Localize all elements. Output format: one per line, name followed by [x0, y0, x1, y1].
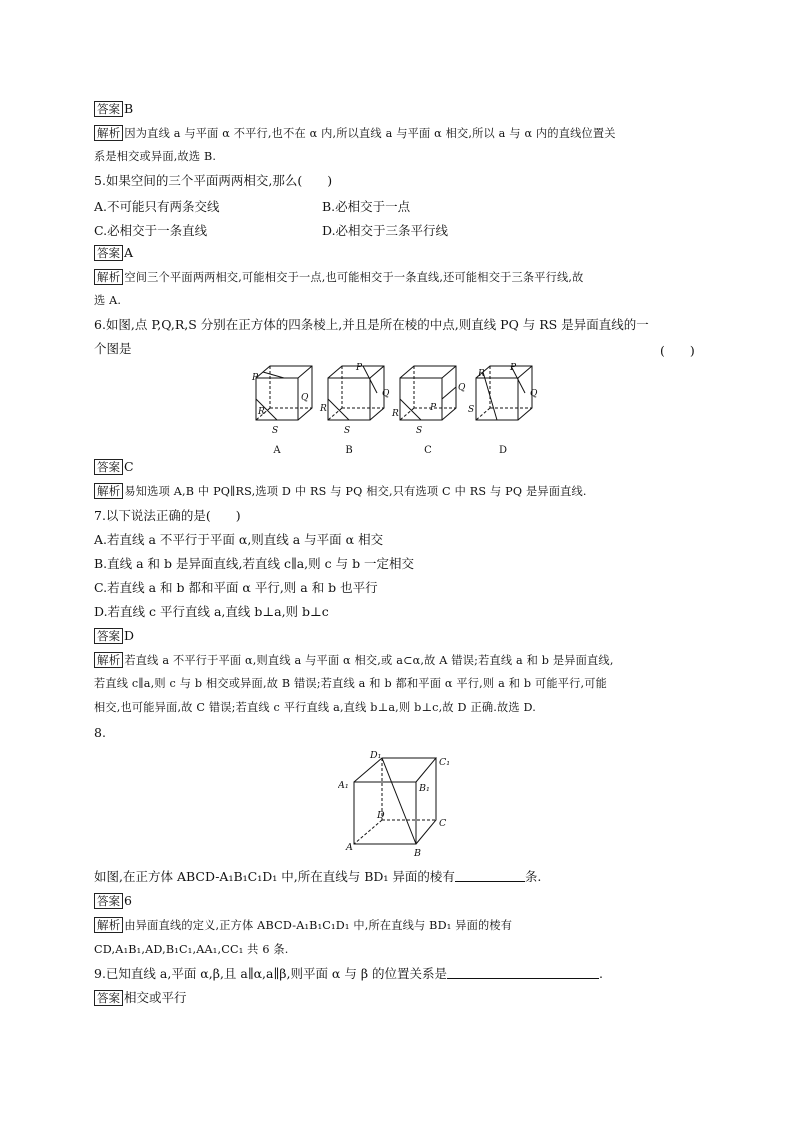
q6-stem-line-1: 6.如图,点 P,Q,R,S 分别在正方体的四条棱上,并且是所在棱的中点,则直线 PQ 与 RS 是异面直线的一 — [94, 317, 649, 332]
cube-a-label-q: Q — [301, 393, 309, 403]
q8-number: 8. — [94, 725, 106, 740]
q5-answer-line: 答案 A — [94, 245, 133, 261]
vertex-label-a: A — [346, 842, 353, 853]
q5-option-b: B.必相交于一点 — [322, 199, 411, 214]
q8-answer-line: 答案 6 — [94, 893, 132, 909]
cube-c — [400, 366, 456, 420]
cube-c-label-s: S — [416, 426, 423, 436]
q5-stem: 5.如果空间的三个平面两两相交,那么( ) — [94, 173, 333, 188]
q8-fill-blank[interactable] — [455, 869, 525, 882]
cube-b-label-p: P — [356, 363, 363, 373]
q4-answer: B — [124, 101, 134, 116]
answer-tag: 答案 — [94, 990, 123, 1006]
cube-b-label-r: R — [320, 404, 327, 414]
cube-c-label-q: Q — [458, 383, 466, 393]
cube-d-label-p: P — [510, 363, 517, 373]
vertex-label-d1: D₁ — [370, 750, 382, 761]
q6-cubes-figure — [240, 362, 560, 458]
q7-analysis-line-2: 若直线 c∥a,则 c 与 b 相交或异面,故 B 错误;若直线 a 和 b 都和平面 α 平行,则 a 和 b 可能平行,可能 — [94, 677, 608, 690]
vertex-label-c: C — [439, 818, 447, 829]
q7-option-d: D.若直线 c 平行直线 a,直线 b⊥a,则 b⊥c — [94, 604, 329, 619]
answer-tag: 答案 — [94, 101, 123, 117]
q6-answer-paren: ( ) — [660, 343, 695, 358]
q7-option-c: C.若直线 a 和 b 都和平面 α 平行,则 a 和 b 也平行 — [94, 580, 378, 595]
cube-b — [328, 366, 384, 420]
vertex-label-b1: B₁ — [419, 783, 430, 794]
q7-analysis-line-1: 解析 若直线 a 不平行于平面 α,则直线 a 与平面 α 相交,或 a⊂α,故 A 错误;若直线 a 和 b 是异面直线, — [94, 652, 614, 669]
vertex-label-c1: C₁ — [439, 757, 451, 768]
analysis-tag: 解析 — [94, 125, 123, 141]
answer-tag: 答案 — [94, 628, 123, 644]
q5-analysis-line-2: 选 A. — [94, 294, 122, 307]
figure-label-d: D — [498, 445, 508, 456]
analysis-tag: 解析 — [94, 917, 123, 933]
q7-stem: 7.以下说法正确的是( ) — [94, 508, 241, 523]
cube-a-label-s: S — [272, 426, 279, 436]
q5-option-d: D.必相交于三条平行线 — [322, 223, 449, 238]
q8-cube-figure — [338, 746, 458, 858]
q9-answer-line: 答案 相交或平行 — [94, 990, 187, 1006]
q6-stem-line-2: 个图是 — [94, 341, 132, 356]
q5-option-c: C.必相交于一条直线 — [94, 223, 208, 238]
q4-analysis-line-1: 解析 因为直线 a 与平面 α 不平行,也不在 α 内,所以直线 a 与平面 α 相交,所以 a 与 α 内的直线位置关 — [94, 125, 616, 142]
answer-tag: 答案 — [94, 893, 123, 909]
q7-analysis-line-3: 相交,也可能异面,故 C 错误;若直线 c 平行直线 a,直线 b⊥a,则 b⊥c,故 D 正确.故选 D. — [94, 701, 537, 714]
vertex-label-d: D — [377, 810, 385, 821]
q4-answer-line — [94, 101, 133, 117]
figure-label-c: C — [424, 445, 432, 456]
analysis-tag: 解析 — [94, 652, 123, 668]
q7-answer-line: 答案 D — [94, 628, 134, 644]
q9-fill-blank[interactable] — [447, 966, 599, 979]
answer-tag: 答案 — [94, 245, 123, 261]
vertex-label-a1: A₁ — [338, 780, 349, 791]
q8-analysis-line-2: CD,A₁B₁,AD,B₁C₁,AA₁,CC₁ 共 6 条. — [94, 943, 289, 956]
cube-b-label-q: Q — [382, 389, 390, 399]
cube-d-label-s: S — [468, 405, 475, 415]
q6-analysis-line: 解析 易知选项 A,B 中 PQ∥RS,选项 D 中 RS 与 PQ 相交,只有选项 C 中 RS 与 PQ 是异面直线. — [94, 483, 587, 500]
q4-analysis-line-2: 系是相交或异面,故选 B. — [94, 150, 217, 163]
cube-a-label-p: P — [252, 373, 259, 383]
analysis-tag: 解析 — [94, 269, 123, 285]
cube-d-label-r: R — [478, 369, 485, 379]
cube-c-label-p: P — [430, 403, 437, 413]
vertex-label-b: B — [414, 848, 421, 858]
answer-tag: 答案 — [94, 459, 123, 475]
q7-option-a: A.若直线 a 不平行于平面 α,则直线 a 与平面 α 相交 — [94, 532, 384, 547]
analysis-tag: 解析 — [94, 483, 123, 499]
q5-analysis-line-1: 解析 空间三个平面两两相交,可能相交于一点,也可能相交于一条直线,还可能相交于三条平行线,故 — [94, 269, 584, 286]
figure-label-a: A — [273, 445, 281, 456]
q8-analysis-line-1: 解析 由异面直线的定义,正方体 ABCD-A₁B₁C₁D₁ 中,所在直线与 BD₁ 异面的棱有 — [94, 917, 512, 934]
figure-label-b: B — [345, 445, 353, 456]
cube-b-label-s: S — [344, 426, 351, 436]
cube-c-label-r: R — [392, 409, 399, 419]
q7-option-b: B.直线 a 和 b 是异面直线,若直线 c∥a,则 c 与 b 一定相交 — [94, 556, 415, 571]
cube-a-label-r: R — [258, 407, 265, 417]
q9-stem: 9.已知直线 a,平面 α,β,且 a∥α,a∥β,则平面 α 与 β 的位置关系是 . — [94, 966, 604, 981]
q8-stem: 如图,在正方体 ABCD-A₁B₁C₁D₁ 中,所在直线与 BD₁ 异面的棱有 条. — [94, 869, 542, 884]
cube-d-label-q: Q — [530, 389, 538, 399]
q5-option-a: A.不可能只有两条交线 — [94, 199, 220, 214]
q6-answer-line: 答案 C — [94, 459, 134, 475]
